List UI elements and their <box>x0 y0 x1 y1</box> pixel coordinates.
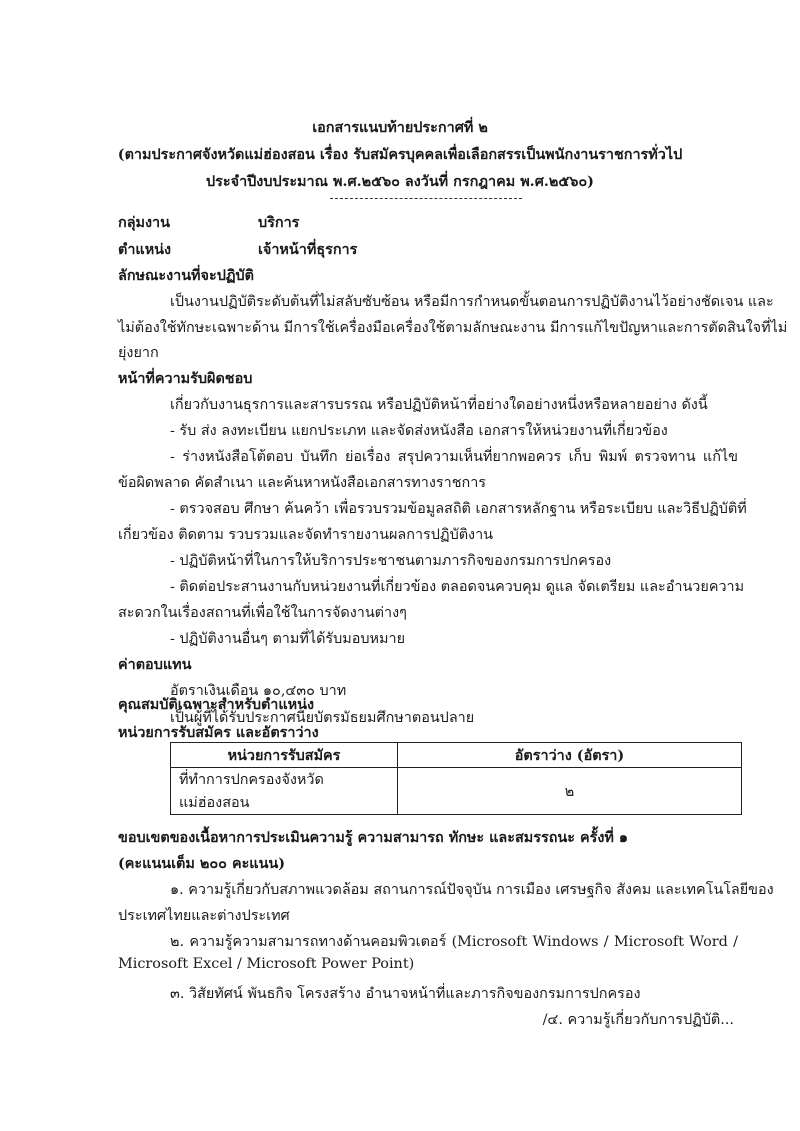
units-col-unit: หน่วยการรับสมัคร <box>171 743 398 768</box>
units-table-header <box>171 743 742 768</box>
duty-item-6: - ปฏิบัติงานอื่นๆ ตามที่ได้รับมอบหมาย <box>170 631 406 647</box>
job-nature-line-2: ไม่ต้องใช้ทักษะเฉพาะด้าน มีการใช้เครื่องมือเครื่องใช้ตามลักษณะงาน มีการแก้ไขปัญหาและการตัดสินใจที่ไม่ <box>118 320 788 336</box>
duty-item-3-line-1: - ตรวจสอบ ศึกษา ค้นคว้า เพื่อรวบรวมข้อมูลสถิติ เอกสารหลักฐาน หรือระเบียบ และวิธีปฏิบัติที่ <box>170 501 747 517</box>
units-col-count: อัตราว่าง (อัตรา) <box>398 743 742 768</box>
position-value: เจ้าหน้าที่ธุรการ <box>258 241 358 258</box>
page-continued: /๔. ความรู้เกี่ยวกับการปฏิบัติ... <box>542 1012 734 1028</box>
position-label: ตำแหน่ง <box>118 241 172 258</box>
scope-subheading: (คะแนนเต็ม ๒๐๐ คะแนน) <box>118 855 286 872</box>
scope-item-1-line-2: ประเทศไทยและต่างประเทศ <box>118 908 290 924</box>
scope-item-3: ๓. วิสัยทัศน์ พันธกิจ โครงสร้าง อำนาจหน้าที่และภารกิจของกรมการปกครอง <box>170 986 641 1002</box>
units-heading: หน่วยการรับสมัคร และอัตราว่าง <box>118 724 319 741</box>
duty-item-5-line-1: - ติดต่อประสานงานกับหน่วยงานที่เกี่ยวข้อง ตลอดจนควบคุม ดูแล จัดเตรียม และอำนวยความ <box>170 579 745 595</box>
job-nature-line-3: ยุ่งยาก <box>118 345 159 361</box>
title-divider <box>330 198 522 199</box>
document-subtitle-1: (ตามประกาศจังหวัดแม่ฮ่องสอน เรื่อง รับสมัครบุคคลเพื่อเลือกสรรเป็นพนักงานราชการทั่วไป <box>117 146 683 163</box>
document-subtitle-2: ประจำปีงบประมาณ พ.ศ.๒๕๖๐ ลงวันที่ กรกฎาคม พ.ศ.๒๕๖๐) <box>206 173 594 190</box>
duty-item-1: - รับ ส่ง ลงทะเบียน แยกประเภท และจัดส่งหนังสือ เอกสารให้หน่วยงานที่เกี่ยวข้อง <box>170 423 668 439</box>
document-title: เอกสารแนบท้ายประกาศที่ ๒ <box>312 119 488 136</box>
duty-item-2-line-1: - ร่างหนังสือโต้ตอบ บันทึก ย่อเรื่อง สรุปความเห็นที่ยากพอควร เก็บ พิมพ์ ตรวจทาน แก้ไข <box>170 449 738 465</box>
group-label: กลุ่มงาน <box>118 214 170 231</box>
qualification-value: เป็นผู้ที่ได้รับประกาศนียบัตรมัธยมศึกษาตอนปลาย <box>170 710 475 726</box>
scope-item-2-line-1: ๒. ความรู้ความสามารถทางด้านคอมพิวเตอร์ (Microsoft Windows / Microsoft Word / <box>170 934 738 950</box>
duty-item-5-line-2: สะดวกในเรื่องสถานที่เพื่อใช้ในการจัดงานต่างๆ <box>118 605 407 621</box>
units-table <box>170 742 742 815</box>
qualification-heading: คุณสมบัติเฉพาะสำหรับตำแหน่ง <box>118 696 315 713</box>
scope-item-2-line-2: Microsoft Excel / Microsoft Power Point) <box>118 956 415 972</box>
duties-heading: หน้าที่ความรับผิดชอบ <box>118 370 253 387</box>
job-nature-line-1: เป็นงานปฏิบัติระดับต้นที่ไม่สลับซับซ้อน หรือมีการกำหนดขั้นตอนการปฏิบัติงานไว้อย่างชัดเจน และ <box>170 294 774 310</box>
scope-heading: ขอบเขตของเนื้อหาการประเมินความรู้ ความสามารถ ทักษะ และสมรรถนะ ครั้งที่ ๑ <box>118 829 628 846</box>
units-row-unit: ที่ทำการปกครองจังหวัดแม่ฮ่องสอน <box>171 768 398 815</box>
job-nature-heading: ลักษณะงานที่จะปฏิบัติ <box>118 267 254 284</box>
table-row <box>171 768 742 815</box>
scope-item-1-line-1: ๑. ความรู้เกี่ยวกับสภาพแวดล้อม สถานการณ์ปัจจุบัน การเมือง เศรษฐกิจ สังคม และเทคโนโลยีของ <box>170 882 774 898</box>
compensation-value: อัตราเงินเดือน ๑๐,๔๓๐ บาท <box>170 683 347 699</box>
duty-item-3-line-2: เกี่ยวข้อง ติดตาม รวบรวมและจัดทำรายงานผลการปฏิบัติงาน <box>118 527 493 543</box>
compensation-heading: ค่าตอบแทน <box>118 656 192 673</box>
group-value: บริการ <box>258 214 300 231</box>
duty-item-2-line-2: ข้อผิดพลาด คัดสำเนา และค้นหาหนังสือเอกสารทางราชการ <box>118 475 487 491</box>
duty-item-4: - ปฏิบัติหน้าที่ในการให้บริการประชาชนตามภารกิจของกรมการปกครอง <box>170 553 612 569</box>
duties-intro: เกี่ยวกับงานธุรการและสารบรรณ หรือปฏิบัติหน้าที่อย่างใดอย่างหนึ่งหรือหลายอย่าง ดังนี้ <box>170 397 708 413</box>
units-row-count: ๒ <box>398 768 742 815</box>
